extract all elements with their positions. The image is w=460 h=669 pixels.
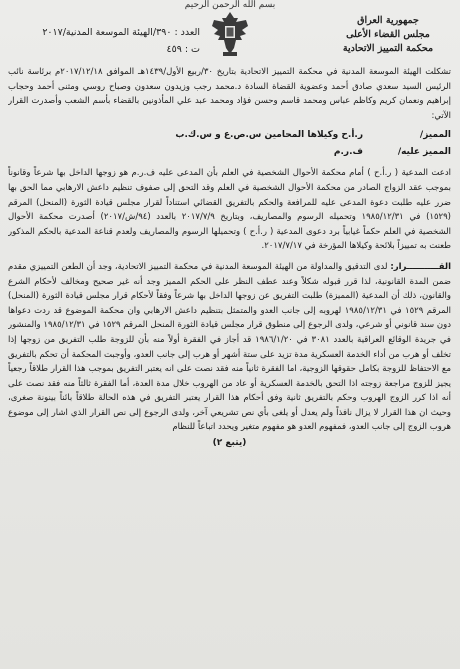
respondent-label: المميز عليه/ — [397, 147, 451, 158]
intro-paragraph: تشكلت الهيئة الموسعة المدنية في محكمة التمييز الاتحادية بتاريخ ٣٠/ربيع الأول/١٤٣٩هـ الموافق ٢٠١٧/١٢/١٨م برئاسة نائب الرئيس السيد سعدي صادق أحمد وعضوية القضاة السادة د.محمد رجب وزيدون سعدون وصباح روسي ومثنى أحمد وحجاب إبراهيم ونعمان كريم وكاظم عباس ومحمد قاسم وحسن فؤاد ومحمد عبد علي المأذونين بالقضاء بأسم الشعب وأصدرت القرار الآتي: — [8, 67, 451, 121]
appellant-label: المميز/ — [419, 130, 451, 141]
continuation-note: (يتبع ٢) — [212, 438, 247, 449]
claim-paragraph: ادعت المدعية ( ر.أ.ح ) أمام محكمة الأحوال الشخصية في العلم بأن المدعى عليه ف.ر.م هو زوجها الداخل بها شرعاً وقانوناً بموجب عقد الزواج الصادر من محكمة الأحوال الشخصية في العلم وقد التحق إلى صفوف تنظيم داعش الارهابي مما الحق بها ضرر عليه طلبت دعوة المدعى عليه للمرافعة والحكم بالتفريق القضائي استناداً لقرار مجلس قيادة الثورة (المنحل) المرقم (١٥٢٩) في ١٩٨٥/١٢/٣١ وتحميله الرسوم والمصاريف، وبتاريخ ٢٠١٧/٧/٩ بالعدد (٩٤/ش/٢٠١٧) أصدرت محكمة الأحوال الشخصية في العلم حكماً غيابياً برد دعوى المدعية ( ر.أ.ح ) وتحميلها الرسوم والمصاريف ولعدم قناعة المدعية بالحكم المذكور طعنت به تمييزاً بلائحة وكيلاها المؤرخة في ٢٠١٧/٧/١٧. — [8, 168, 451, 252]
decision-text: لدى التدقيق والمداولة من الهيئة الموسعة المدنية في محكمة التمييز الاتحادية، وجد أن الطعن التمييزي مقدم ضمن المدة القانونية، لذا قرر قبوله شكلاً وعند عطف النظر على الحكم المميز وجد أنه غير صحيح ومخالف لأحكام الشرع والقانون، ذلك أن المدعية (المميزة) طلبت التفريق عن زوجها الداخل بها شرعاً وفقاً لأحكام قرار مجلس قيادة الثورة (المنحل) المرقم ١٥٢٩ في ١٩٨٥/١٢/٣١ لهروبه إلى جانب العدو والمتمثل بتنظيم داعش الارهابي وان محكمة الموضوع قد ردت دعواها دون سند قانوني أو شرعي، ولدى الرجوع إلى منطوق قرار مجلس قيادة الثورة المنحل المرقم ١٥٢٩ في ١٩٨٥/١٢/٣١ والمنشور في جريدة الوقائع العراقية بالعدد ٣٠٨١ في ١٩٨٦/١/٢٠ قد أجاز في الفقرة أولاً منه بأن للزوجة طلب التفريق من زوجها إذا تخلف أو هرب من أداء الخدمة العسكرية مدة تزيد على ستة أشهر أو هرب إلى جانب العدو، وأوجبت المحكمة أن تحكم بالتفريق مع الاحتفاظ للزوجة بكامل حقوقها الزوجية، اما الفقرة ثانياً منه فقد نصت على انه يعتبر التفريق بموجب هذا القرار طلاقاً رجعياً يجيز للزوج مراجعة زوجته اذا التحق بالخدمة العسكرية أو عاد من الهروب خلال مدة العدة، أما الفقرة ثالثاً منه فقد نصت على أنه اذا كرر الزوج الهروب وحكم بالتفريق ثانية وفق أحكام هذا القرار يعتبر التفريق في هذه الحالة طلاقاً بائناً بينونة صغرى، وحيث ان هذا القرار لا يزال نافذاً ولم يعدل أو يلغى بأي نص تشريعي آخر، ولدى الرجوع إلى نص القرار الذي اشار إلى موضوع هروب الزوج إلى جانب العدو، فمفهوم العدو هو مفهوم متغير ويحدد اتباعاً للنظام — [8, 261, 451, 433]
appellant-value: ر.أ.ح وكيلاها المحامين س.ص.ع و س.ك.ب — [175, 130, 363, 141]
document-body — [8, 65, 451, 665]
parties-block — [8, 127, 451, 161]
issuer-country: جمهورية العراق — [357, 15, 419, 26]
case-number: العدد : ٣٩٠/الهيئة الموسعة المدنية/٢٠١٧ — [42, 27, 200, 38]
issuer-court: محكمة التمييز الاتحادية — [342, 43, 434, 54]
issuer-block — [324, 14, 452, 56]
decision-heading: القـــــــــــرار: — [390, 261, 451, 272]
decision-paragraph — [8, 260, 451, 435]
document-serial: ت : ٤٥٩ — [166, 44, 200, 55]
reference-block — [10, 24, 200, 58]
basmala: بسم الله الرحمن الرحيم — [184, 0, 276, 10]
issuer-council: مجلس القضاء الأعلى — [346, 29, 430, 40]
eagle-emblem-icon — [208, 8, 252, 60]
respondent-row — [8, 144, 451, 161]
respondent-value: ف.ر.م — [333, 147, 363, 158]
appellant-row — [8, 127, 451, 144]
